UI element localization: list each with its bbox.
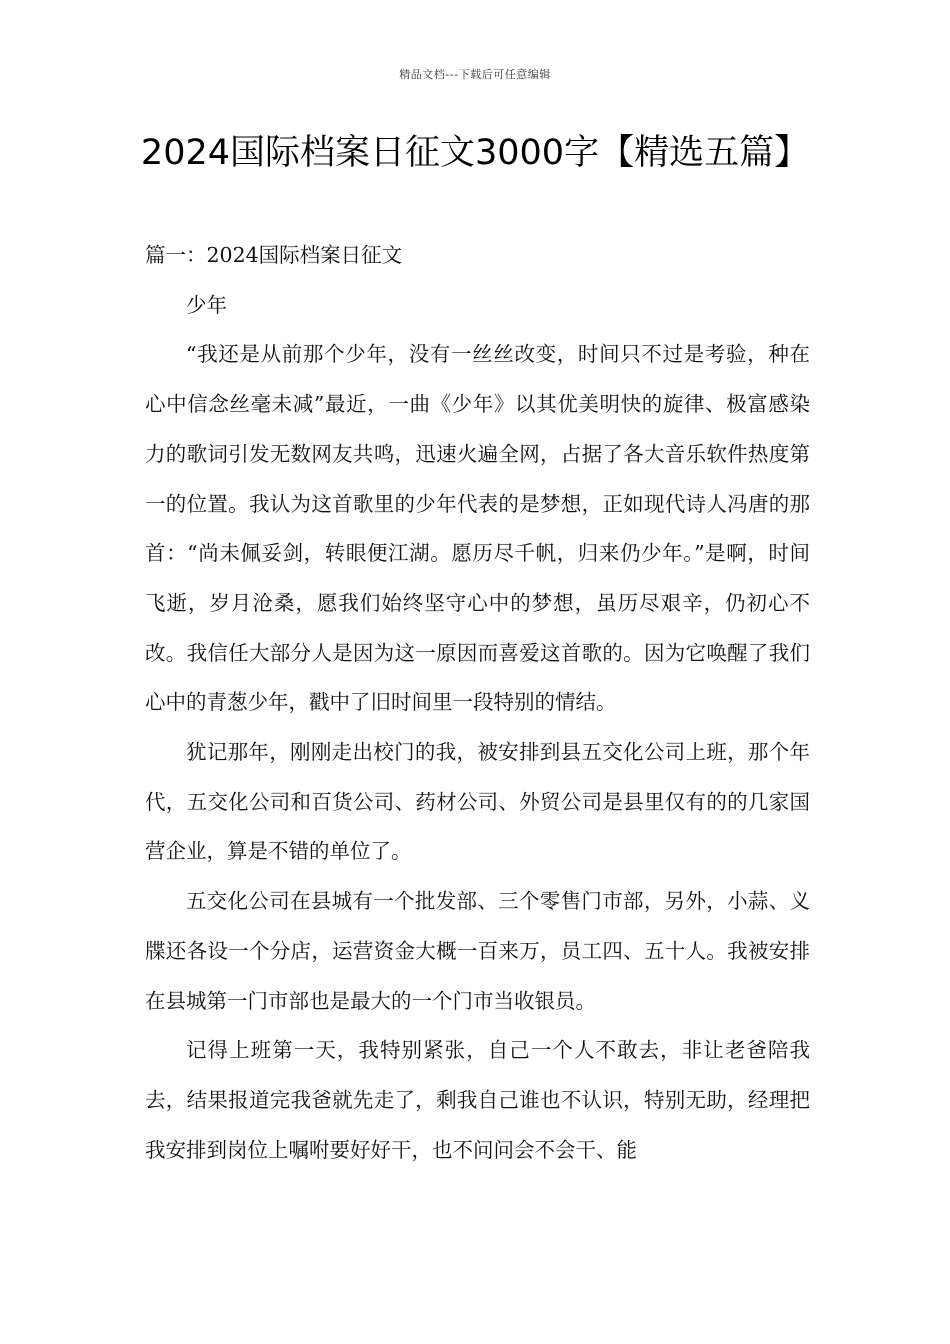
document-title: 2024国际档案日征文3000字【精选五篇】 [140, 133, 810, 173]
section-heading: 篇一：2024国际档案日征文 [145, 243, 403, 267]
document-body [145, 231, 810, 1175]
paragraph: “我还是从前那个少年，没有一丝丝改变，时间只不过是考验，种在心中信念丝毫未减”最近，一曲《少年》以其优美明快的旋律、极富感染力的歌词引发无数网友共鸣，迅速火遍全网，占据了各大音乐软件热度第一的位置。我认为这首歌里的少年代表的是梦想，正如现代诗人冯唐的那首：“尚未佩妥剑，转眼便江湖。愿历尽千帆，归来仍少年。”是啊，时间飞逝，岁月沧桑，愿我们始终坚守心中的梦想，虽历尽艰辛，仍初心不改。我信任大部分人是因为这一原因而喜爱这首歌的。因为它唤醒了我们心中的青葱少年，戳中了旧时间里一段特别的情结。 [145, 342, 810, 715]
paragraph: 记得上班第一天，我特别紧张，自己一个人不敢去，非让老爸陪我去，结果报道完我爸就先走了，剩我自己谁也不认识，特别无助，经理把我安排到岗位上嘱咐要好好干，也不问问会不会干、能 [145, 1038, 810, 1162]
header-note: 精品文档---下载后可任意编辑 [399, 68, 551, 81]
article-title: 少年 [186, 292, 227, 317]
paragraph: 犹记那年，刚刚走出校门的我，被安排到县五交化公司上班，那个年代，五交化公司和百货公司、药材公司、外贸公司是县里仅有的的几家国营企业，算是不错的单位了。 [145, 740, 810, 864]
paragraph: 五交化公司在县城有一个批发部、三个零售门市部，另外，小蒜、义牒还各设一个分店，运营资金大概一百来万，员工四、五十人。我被安排在县城第一门市部也是最大的一个门市当收银员。 [145, 889, 810, 1013]
